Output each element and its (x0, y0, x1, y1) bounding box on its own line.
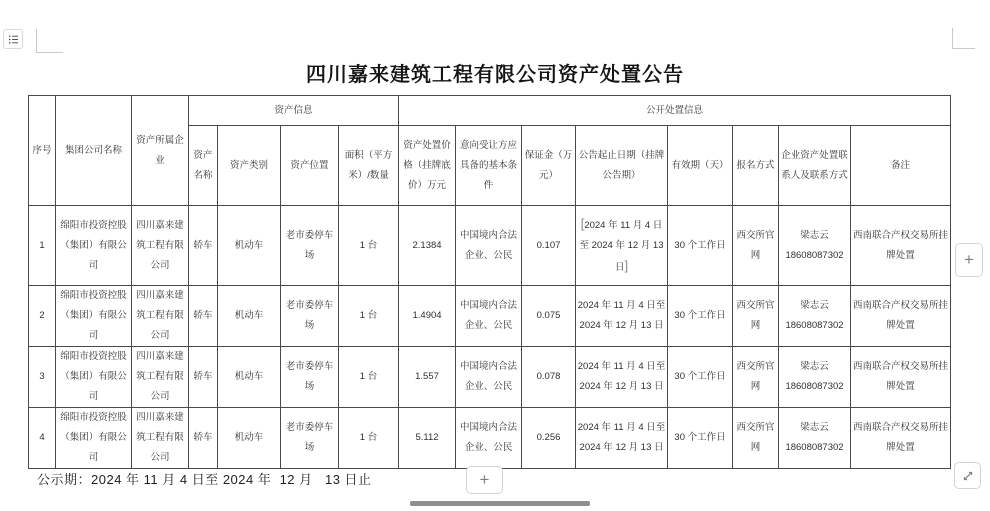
contact-phone: 18608087302 (785, 320, 844, 331)
cell-area-quantity: 1 台 (339, 408, 399, 469)
header-price: 资产处置价格（挂牌底价）万元 (399, 126, 456, 206)
nav-handle-button[interactable] (3, 29, 23, 49)
page-title: 四川嘉来建筑工程有限公司资产处置公告 (306, 64, 684, 86)
cell-validity: 30 个工作日 (668, 206, 733, 286)
cell-period (576, 206, 668, 286)
contact-name: 梁志云 (800, 361, 829, 372)
header-area-quantity: 面积（平方米）/数量 (339, 126, 399, 206)
cell-signup: 西交所官网 (733, 206, 779, 286)
header-contact: 企业资产处置联系人及联系方式 (779, 126, 851, 206)
table-resize-button[interactable] (954, 462, 981, 489)
cell-owner-enterprise: 四川嘉来建筑工程有限公司 (132, 286, 189, 347)
header-asset-type: 资产类别 (218, 126, 281, 206)
cell-asset-location: 老市委停车场 (281, 408, 339, 469)
cell-group-company: 绵阳市投资控股（集团）有限公司 (56, 347, 132, 408)
cell-price: 1.4904 (399, 286, 456, 347)
cell-conditions: 中国境内合法企业、公民 (456, 206, 522, 286)
cell-price: 2.1384 (399, 206, 456, 286)
cell-signup: 西交所官网 (733, 286, 779, 347)
cell-owner-enterprise: 四川嘉来建筑工程有限公司 (132, 347, 189, 408)
cell-group-company: 绵阳市投资控股（集团）有限公司 (56, 408, 132, 469)
cell-asset-type: 机动车 (218, 408, 281, 469)
cell-conditions: 中国境内合法企业、公民 (456, 347, 522, 408)
cell-deposit: 0.075 (522, 286, 576, 347)
cell-remark: 西南联合产权交易所挂牌处置 (851, 408, 951, 469)
cell-deposit: 0.256 (522, 408, 576, 469)
contact-name: 梁志云 (800, 300, 829, 311)
cell-group-company: 绵阳市投资控股（集团）有限公司 (56, 286, 132, 347)
cell-deposit: 0.078 (522, 347, 576, 408)
cell-remark: 西南联合产权交易所挂牌处置 (851, 286, 951, 347)
cell-asset-location: 老市委停车场 (281, 286, 339, 347)
cell-remark: 西南联合产权交易所挂牌处置 (851, 206, 951, 286)
header-asset-name: 资产名称 (189, 126, 218, 206)
header-deposit: 保证金（万元） (522, 126, 576, 206)
contact-phone: 18608087302 (785, 381, 844, 392)
publicity-period-text: 公示期：2024 年 11 月 4 日至 2024 年 12 月 13 日止 (37, 472, 372, 487)
cell-price: 1.557 (399, 347, 456, 408)
cell-area-quantity: 1 台 (339, 347, 399, 408)
table-row (29, 408, 951, 469)
cell-period-text: 2024 年 11 月 4 日至 2024 年 12 月 13 日 (579, 219, 664, 273)
cell-no: 1 (29, 206, 56, 286)
header-validity: 有效期（天） (668, 126, 733, 206)
header-conditions: 意向受让方应具备的基本条件 (456, 126, 522, 206)
contact-phone: 18608087302 (785, 442, 844, 453)
table-header-row-groups (29, 96, 951, 126)
header-remark: 备注 (851, 126, 951, 206)
cell-period: 2024 年 11 月 4 日至 2024 年 12 月 13 日 (576, 347, 668, 408)
page-corner-mark-top-right (952, 28, 953, 49)
cell-conditions: 中国境内合法企业、公民 (456, 408, 522, 469)
contact-phone: 18608087302 (785, 249, 844, 261)
header-asset-location: 资产位置 (281, 126, 339, 206)
contact-name: 梁志云 (800, 229, 829, 241)
contact-name: 梁志云 (800, 422, 829, 433)
header-signup: 报名方式 (733, 126, 779, 206)
cell-price: 5.112 (399, 408, 456, 469)
cell-asset-type: 机动车 (218, 206, 281, 286)
cell-asset-location: 老市委停车场 (281, 206, 339, 286)
cell-conditions: 中国境内合法企业、公民 (456, 286, 522, 347)
plus-icon: + (964, 250, 974, 269)
table-row (29, 286, 951, 347)
cell-contact (779, 206, 851, 286)
cell-asset-type: 机动车 (218, 286, 281, 347)
cell-area-quantity: 1 台 (339, 206, 399, 286)
header-owner-enterprise: 资产所属企业 (132, 96, 189, 206)
header-disposal-info-group: 公开处置信息 (399, 96, 951, 126)
horizontal-scrollbar[interactable] (410, 501, 590, 506)
cell-owner-enterprise: 四川嘉来建筑工程有限公司 (132, 408, 189, 469)
page-corner-mark-top-left (36, 29, 37, 52)
cell-area-quantity: 1 台 (339, 286, 399, 347)
cell-asset-name: 轿车 (189, 408, 218, 469)
header-period: 公告起止日期（挂牌公告期） (576, 126, 668, 206)
cell-contact (779, 286, 851, 347)
resize-icon (962, 470, 974, 482)
plus-icon: + (479, 470, 490, 489)
cell-deposit: 0.107 (522, 206, 576, 286)
cell-validity: 30 个工作日 (668, 286, 733, 347)
cell-owner-enterprise: 四川嘉来建筑工程有限公司 (132, 206, 189, 286)
cell-no: 2 (29, 286, 56, 347)
header-group-company: 集团公司名称 (56, 96, 132, 206)
cell-no: 4 (29, 408, 56, 469)
header-asset-info-group: 资产信息 (189, 96, 399, 126)
page-corner-mark-top-right-h (952, 48, 975, 49)
asset-disposal-table (28, 95, 951, 469)
page-corner-mark-top-left-h (36, 52, 63, 53)
table-row (29, 347, 951, 408)
bookmark-close-mark: ] (624, 257, 629, 273)
cell-contact (779, 347, 851, 408)
cell-remark: 西南联合产权交易所挂牌处置 (851, 347, 951, 408)
cell-validity: 30 个工作日 (668, 408, 733, 469)
menu-icon (8, 34, 19, 45)
cell-asset-location: 老市委停车场 (281, 347, 339, 408)
cell-asset-type: 机动车 (218, 347, 281, 408)
insert-row-button[interactable] (466, 466, 503, 494)
bookmark-open-mark: [ (580, 215, 585, 231)
cell-period: 2024 年 11 月 4 日至 2024 年 12 月 13 日 (576, 408, 668, 469)
cell-asset-name: 轿车 (189, 206, 218, 286)
cell-contact (779, 408, 851, 469)
cell-asset-name: 轿车 (189, 347, 218, 408)
cell-no: 3 (29, 347, 56, 408)
header-no: 序号 (29, 96, 56, 206)
cell-asset-name: 轿车 (189, 286, 218, 347)
cell-period: 2024 年 11 月 4 日至 2024 年 12 月 13 日 (576, 286, 668, 347)
cell-validity: 30 个工作日 (668, 347, 733, 408)
cell-group-company: 绵阳市投资控股（集团）有限公司 (56, 206, 132, 286)
cell-signup: 西交所官网 (733, 408, 779, 469)
insert-column-button[interactable] (955, 243, 983, 277)
table-row (29, 206, 951, 286)
cell-signup: 西交所官网 (733, 347, 779, 408)
